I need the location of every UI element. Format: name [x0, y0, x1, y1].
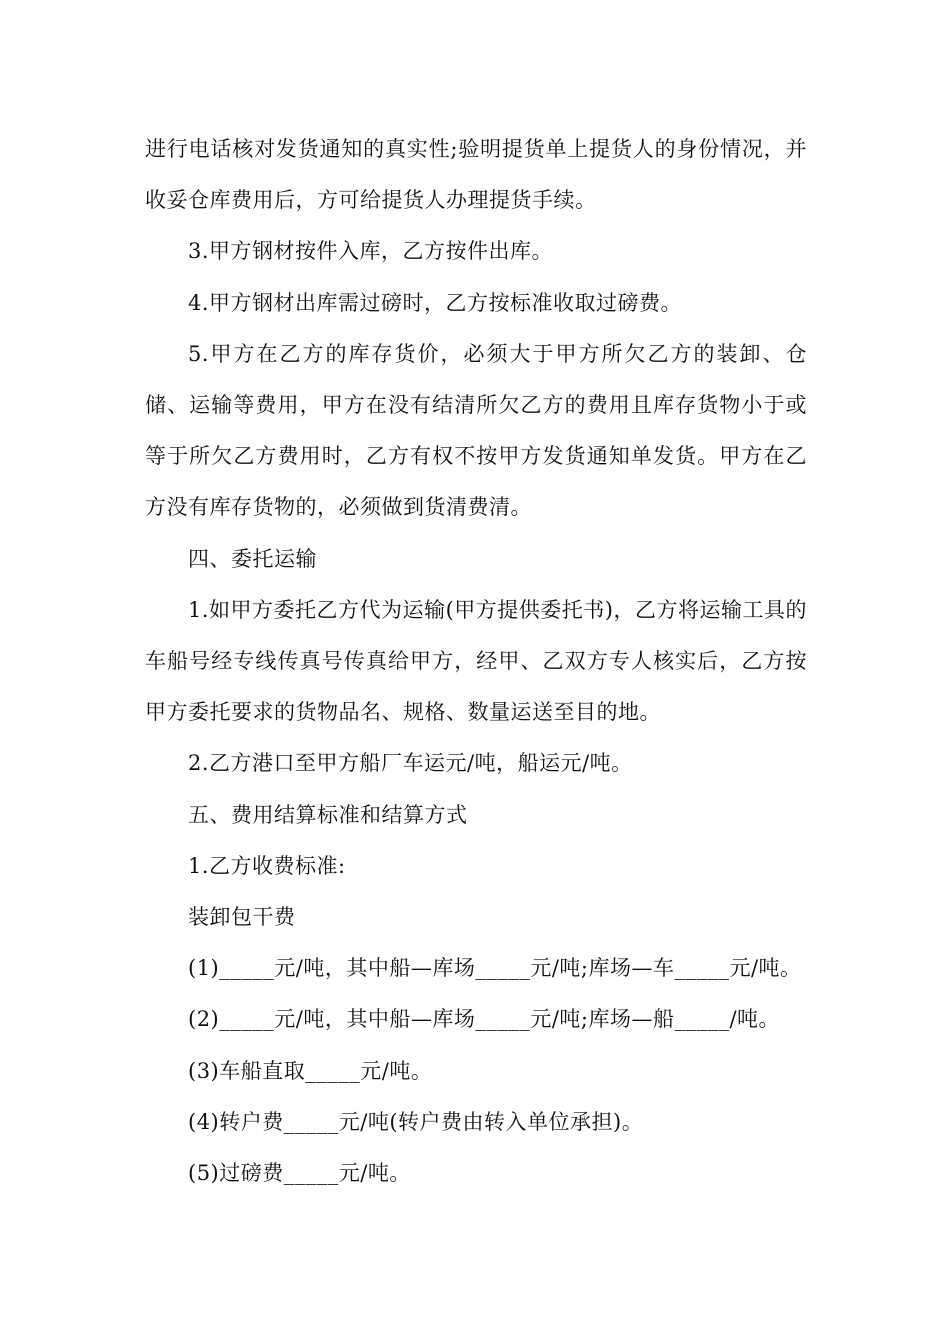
fee-item-5: (5)过磅费_____元/吨。: [188, 1161, 411, 1186]
fee-item-2: (2)_____元/吨，其中船—库场_____元/吨;库场—船_____/吨。: [188, 1007, 781, 1032]
paragraph-item-3-inbound-outbound: 3.甲方钢材按件入库，乙方按件出库。: [188, 239, 554, 264]
fee-item-4: (4)转户费_____元/吨(转户费由转入单位承担)。: [188, 1109, 644, 1134]
fee-item-3: (3)车船直取_____元/吨。: [188, 1058, 433, 1083]
section-heading-entrusted-transport: 四、委托运输: [188, 546, 317, 571]
fee-item-1: (1)_____元/吨，其中船—库场_____元/吨;库场—车_____元/吨。: [188, 956, 802, 981]
paragraph-transport-item-2: 2.乙方港口至甲方船厂车运元/吨，船运元/吨。: [188, 751, 633, 776]
section-heading-fee-settlement: 五、费用结算标准和结算方式: [188, 802, 468, 827]
document-body: [145, 124, 807, 1199]
paragraph-loading-package-fee: 装卸包干费: [188, 905, 296, 930]
paragraph-fee-standard-title: 1.乙方收费标准:: [188, 853, 346, 878]
paragraph-item-5-inventory-value: 5.甲方在乙方的库存货价，必须大于甲方所欠乙方的装卸、仓储、运输等费用，甲方在没有结清所欠乙方的费用且库存货物小于或等于所欠乙方费用时，乙方有权不按甲方发货通知单发货。甲方在乙方没有库存货物的，必须做到货清费清。: [145, 341, 807, 520]
paragraph-item-4-weighing-fee: 4.甲方钢材出库需过磅时，乙方按标准收取过磅费。: [188, 290, 683, 315]
paragraph-transport-item-1: 1.如甲方委托乙方代为运输(甲方提供委托书)，乙方将运输工具的车船号经专线传真号传真给甲方，经甲、乙双方专人核实后，乙方按甲方委托要求的货物品名、规格、数量运送至目的地。: [145, 597, 807, 725]
paragraph-warehouse-pickup-continued: 进行电话核对发货通知的真实性;验明提货单上提货人的身份情况，并收妥仓库费用后，方可给提货人办理提货手续。: [145, 137, 807, 213]
